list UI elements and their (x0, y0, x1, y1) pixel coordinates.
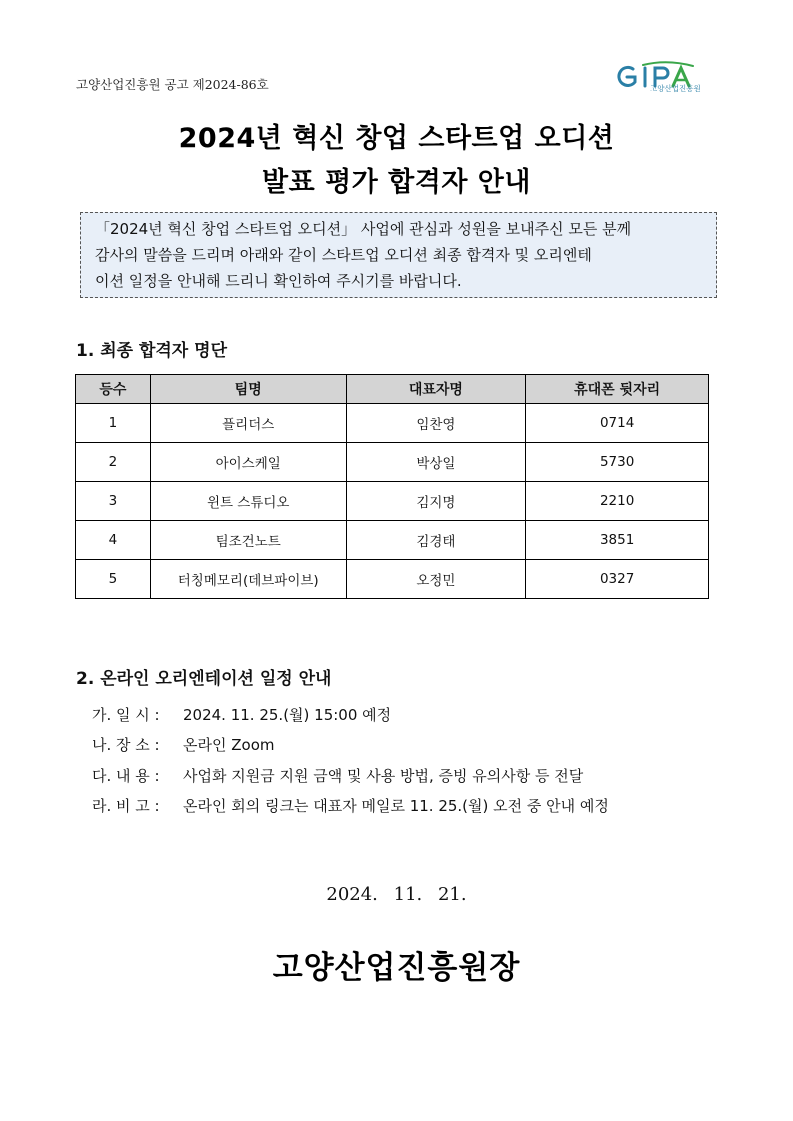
section-title-finalists: 1. 최종 합격자 명단 (76, 341, 227, 361)
table-header-row (76, 375, 709, 404)
table-row (76, 443, 709, 482)
logo-subtitle: 고양산업진흥원 (650, 84, 701, 93)
cell-rank: 3 (76, 482, 151, 521)
cell-representative: 김경태 (346, 521, 526, 560)
section-title-orientation: 2. 온라인 오리엔테이션 일정 안내 (76, 669, 332, 689)
column-header-representative: 대표자명 (346, 375, 526, 404)
cell-phone-suffix: 3851 (526, 521, 709, 560)
cell-representative: 오정민 (346, 560, 526, 599)
cell-phone-suffix: 0327 (526, 560, 709, 599)
issuer-signature: 고양산업진흥원장 (272, 950, 521, 986)
schedule-value: 사업화 지원금 지원 금액 및 사용 방법, 증빙 유의사항 등 전달 (183, 767, 584, 785)
schedule-label: 다. 내 용 : (92, 767, 160, 785)
cell-team: 터칭메모리(데브파이브) (150, 560, 346, 599)
intro-line-2: 감사의 말씀을 드리며 아래와 같이 스타트업 오디션 최종 합격자 및 오리엔테 (95, 246, 592, 264)
document-title-line2: 발표 평가 합격자 안내 (262, 167, 531, 198)
cell-representative: 박상일 (346, 443, 526, 482)
cell-rank: 4 (76, 521, 151, 560)
schedule-value: 2024. 11. 25.(월) 15:00 예정 (183, 706, 392, 724)
table-row (76, 404, 709, 443)
cell-team: 팀조건노트 (150, 521, 346, 560)
cell-representative: 임찬영 (346, 404, 526, 443)
schedule-value: 온라인 회의 링크는 대표자 메일로 11. 25.(월) 오전 중 안내 예정 (183, 797, 609, 815)
intro-line-3: 이션 일정을 안내해 드리니 확인하여 주시기를 바랍니다. (95, 272, 462, 290)
cell-phone-suffix: 5730 (526, 443, 709, 482)
table-row (76, 482, 709, 521)
document-title-line1: 2024년 혁신 창업 스타트업 오디션 (178, 123, 615, 154)
schedule-label: 가. 일 시 : (92, 706, 160, 724)
intro-line-1: 「2024년 혁신 창업 스타트업 오디션」 사업에 관심과 성원을 보내주신 모든 분께 (95, 220, 632, 238)
column-header-rank: 등수 (76, 375, 151, 404)
cell-rank: 5 (76, 560, 151, 599)
column-header-phone-suffix: 휴대폰 뒷자리 (526, 375, 709, 404)
table-row (76, 521, 709, 560)
notice-number: 고양산업진흥원 공고 제2024-86호 (76, 77, 269, 92)
schedule-item-content (92, 765, 583, 786)
schedule-label: 나. 장 소 : (92, 736, 160, 754)
schedule-label: 라. 비 고 : (92, 797, 160, 815)
schedule-value: 온라인 Zoom (183, 736, 275, 754)
finalists-table (75, 374, 709, 599)
cell-rank: 2 (76, 443, 151, 482)
cell-phone-suffix: 2210 (526, 482, 709, 521)
schedule-item-datetime (92, 704, 391, 725)
cell-phone-suffix: 0714 (526, 404, 709, 443)
cell-rank: 1 (76, 404, 151, 443)
column-header-team: 팀명 (150, 375, 346, 404)
schedule-item-location (92, 734, 274, 755)
cell-team: 아이스케일 (150, 443, 346, 482)
issue-date: 2024. 11. 21. (326, 884, 467, 905)
schedule-item-remarks (92, 795, 609, 816)
table-row (76, 560, 709, 599)
cell-team: 플리더스 (150, 404, 346, 443)
cell-representative: 김지명 (346, 482, 526, 521)
cell-team: 윈트 스튜디오 (150, 482, 346, 521)
